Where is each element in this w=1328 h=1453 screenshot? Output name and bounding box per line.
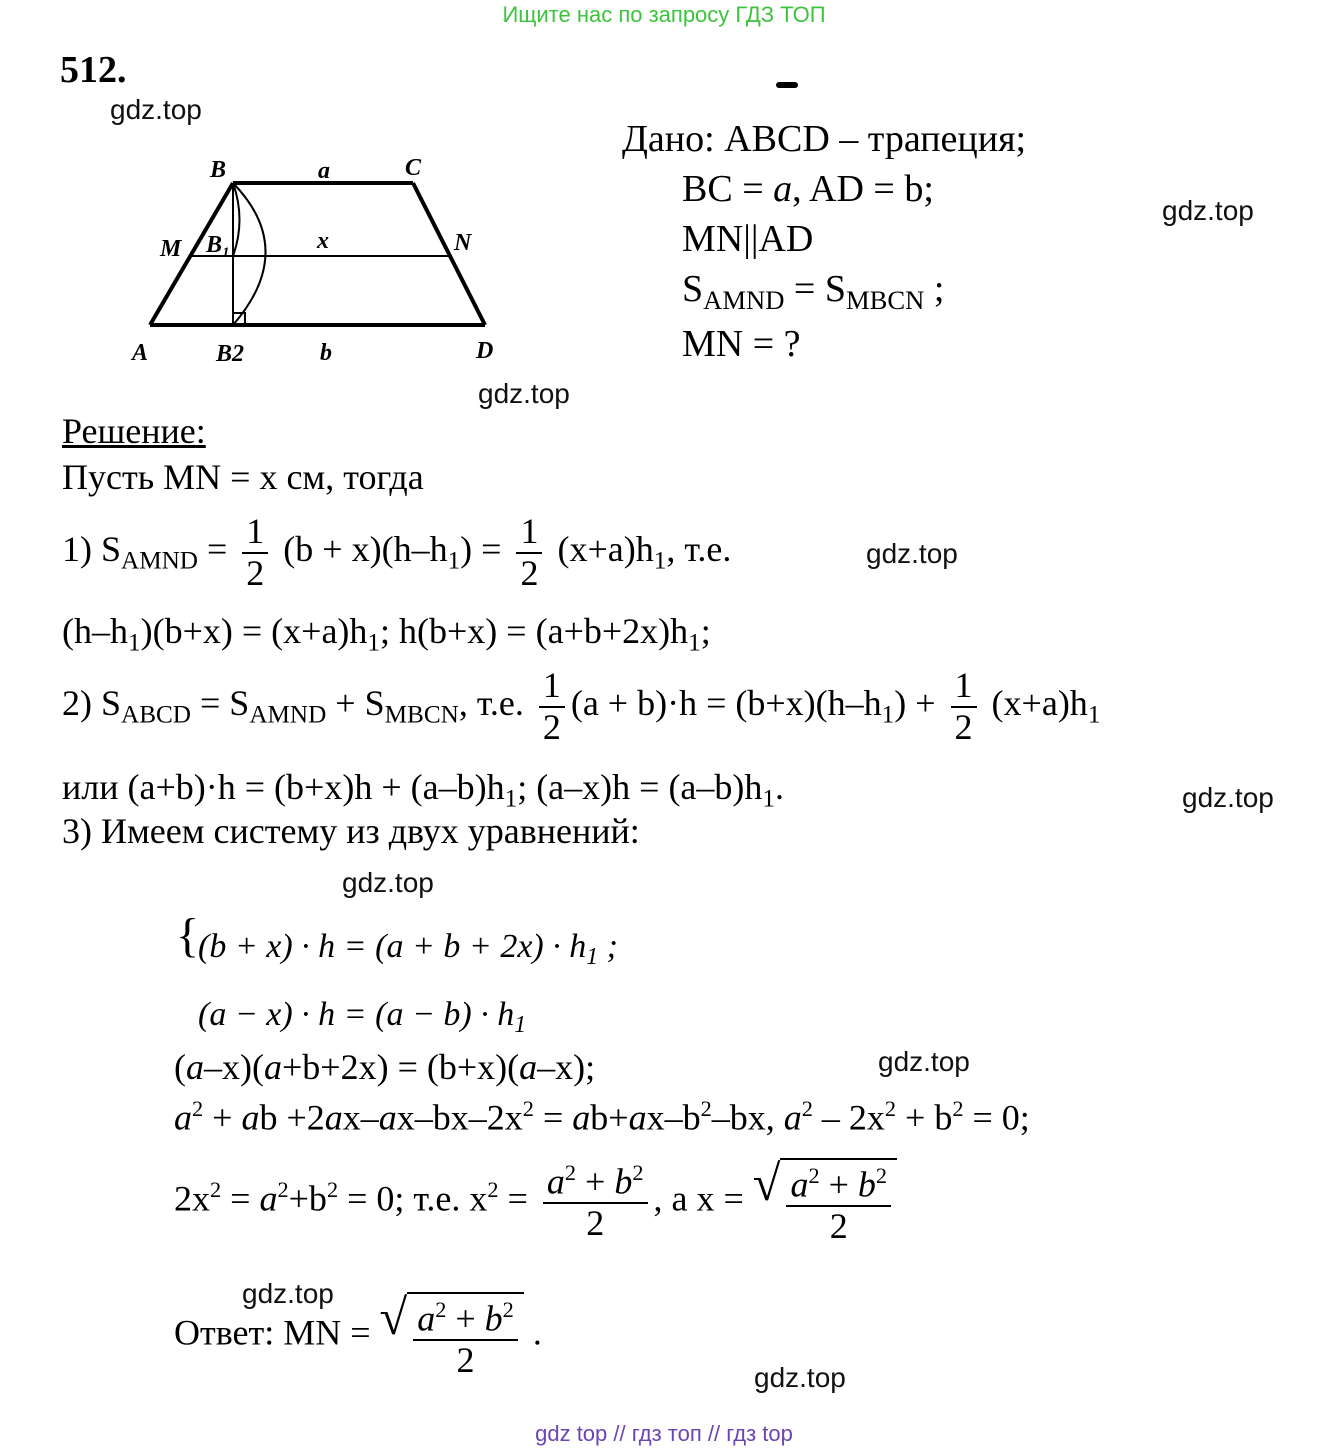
side-cd bbox=[413, 183, 485, 325]
watermark: gdz.top bbox=[242, 1278, 334, 1309]
label-b: B bbox=[210, 157, 227, 183]
label-a-vertex: A bbox=[132, 340, 149, 366]
step-1: 1) $S_{AMND}$ = $\frac{1}{2}$ $(b + x)(h-h_1)$ = $\frac{1}{2}$ $(x+a)h_1$, т.е. bbox=[62, 511, 732, 593]
label-a: a bbox=[318, 158, 330, 184]
step-3: 3) Имеем систему из двух уравнений: bbox=[62, 811, 640, 851]
answer: Ответ: MN = √ $\frac{a^2 + b^2}{2}$ . bbox=[174, 1289, 542, 1380]
label-m: M bbox=[160, 236, 182, 262]
bottom-banner: gdz top // гдз топ // гдз top bbox=[535, 1421, 793, 1446]
watermark: gdz.top bbox=[342, 867, 434, 898]
solution-intro: Пусть MN = x см, тогда bbox=[62, 457, 424, 497]
watermark: gdz.top bbox=[754, 1362, 846, 1393]
label-b-base: b bbox=[320, 340, 332, 366]
watermark: gdz.top bbox=[878, 1046, 970, 1077]
problem-number: 512. bbox=[60, 49, 127, 91]
watermark: gdz.top bbox=[1182, 782, 1274, 813]
given-line-1: Дано: ABCD – трапеция; bbox=[622, 118, 1027, 160]
equation-2: $(a - x) \cdot h = (a - b) \cdot h_1$ bbox=[198, 996, 527, 1039]
label-d: D bbox=[476, 338, 494, 364]
watermark: gdz.top bbox=[1162, 195, 1254, 226]
top-banner: Ищите нас по запросу ГДЗ ТОП bbox=[502, 2, 826, 27]
label-b2: B2 bbox=[216, 341, 245, 367]
trapezoid-figure bbox=[120, 150, 520, 380]
step-2: 2) $S_{ABCD} = S_{AMND} + S_{MBCN}$, т.е. $\frac{1}{2}$ $(a + b)\cdot h = (b+x)(h-h_1)$ + $\frac{1}{2}$ $(x+a)h_1$ bbox=[62, 665, 1101, 747]
equation-1: $(b + x) \cdot h = (a + b + 2x) \cdot h_1$ ; bbox=[198, 928, 618, 971]
equation-system bbox=[198, 918, 618, 1054]
label-c: C bbox=[405, 155, 422, 181]
watermark: gdz.top bbox=[478, 378, 570, 409]
given-line-3: MN||AD bbox=[682, 218, 814, 260]
given-line-2: BC = a, AD = b; bbox=[682, 168, 934, 210]
watermark: gdz.top bbox=[110, 94, 202, 125]
given-line-4: $S_{AMND} = S_{MBCN}$ ; bbox=[682, 268, 945, 315]
system-brace: { bbox=[176, 909, 200, 962]
label-b1: B₁ bbox=[206, 232, 231, 258]
watermark: gdz.top bbox=[866, 538, 958, 569]
label-n: N bbox=[454, 230, 472, 256]
label-x: x bbox=[317, 228, 329, 254]
derivation-line-3: $2x^2 = a^2+b^2 = 0$; т.е. $x^2$ = $\frac{a^2 + b^2}{2}$ , a x = √ $\frac{a^2 + b^2}{2}$ bbox=[174, 1158, 897, 1247]
derivation-line-2: $a^2$ + ab $+2ax-ax-bx-2x^2 = ab+ax-b^2-bx$, $a^2 - 2x^2 + b^2 = 0$; bbox=[174, 1096, 1030, 1138]
step-1-result: $(h-h_1)(b+x) = (x+a)h_1$; $h(b+x) = (a+b+2x)h_1$; bbox=[62, 611, 711, 657]
solution-heading: Решение: bbox=[62, 411, 206, 451]
ink-mark bbox=[776, 82, 798, 88]
given-block bbox=[622, 114, 1026, 369]
given-line-5: MN = ? bbox=[682, 322, 801, 365]
derivation-line-1: (a–x)(a+b+2x) = (b+x)(a–x); bbox=[174, 1047, 596, 1087]
step-2-result: или $(a+b)\cdot h = (b+x)h + (a-b)h_1$; $(a-x)h = (a-b)h_1$. bbox=[62, 767, 784, 813]
